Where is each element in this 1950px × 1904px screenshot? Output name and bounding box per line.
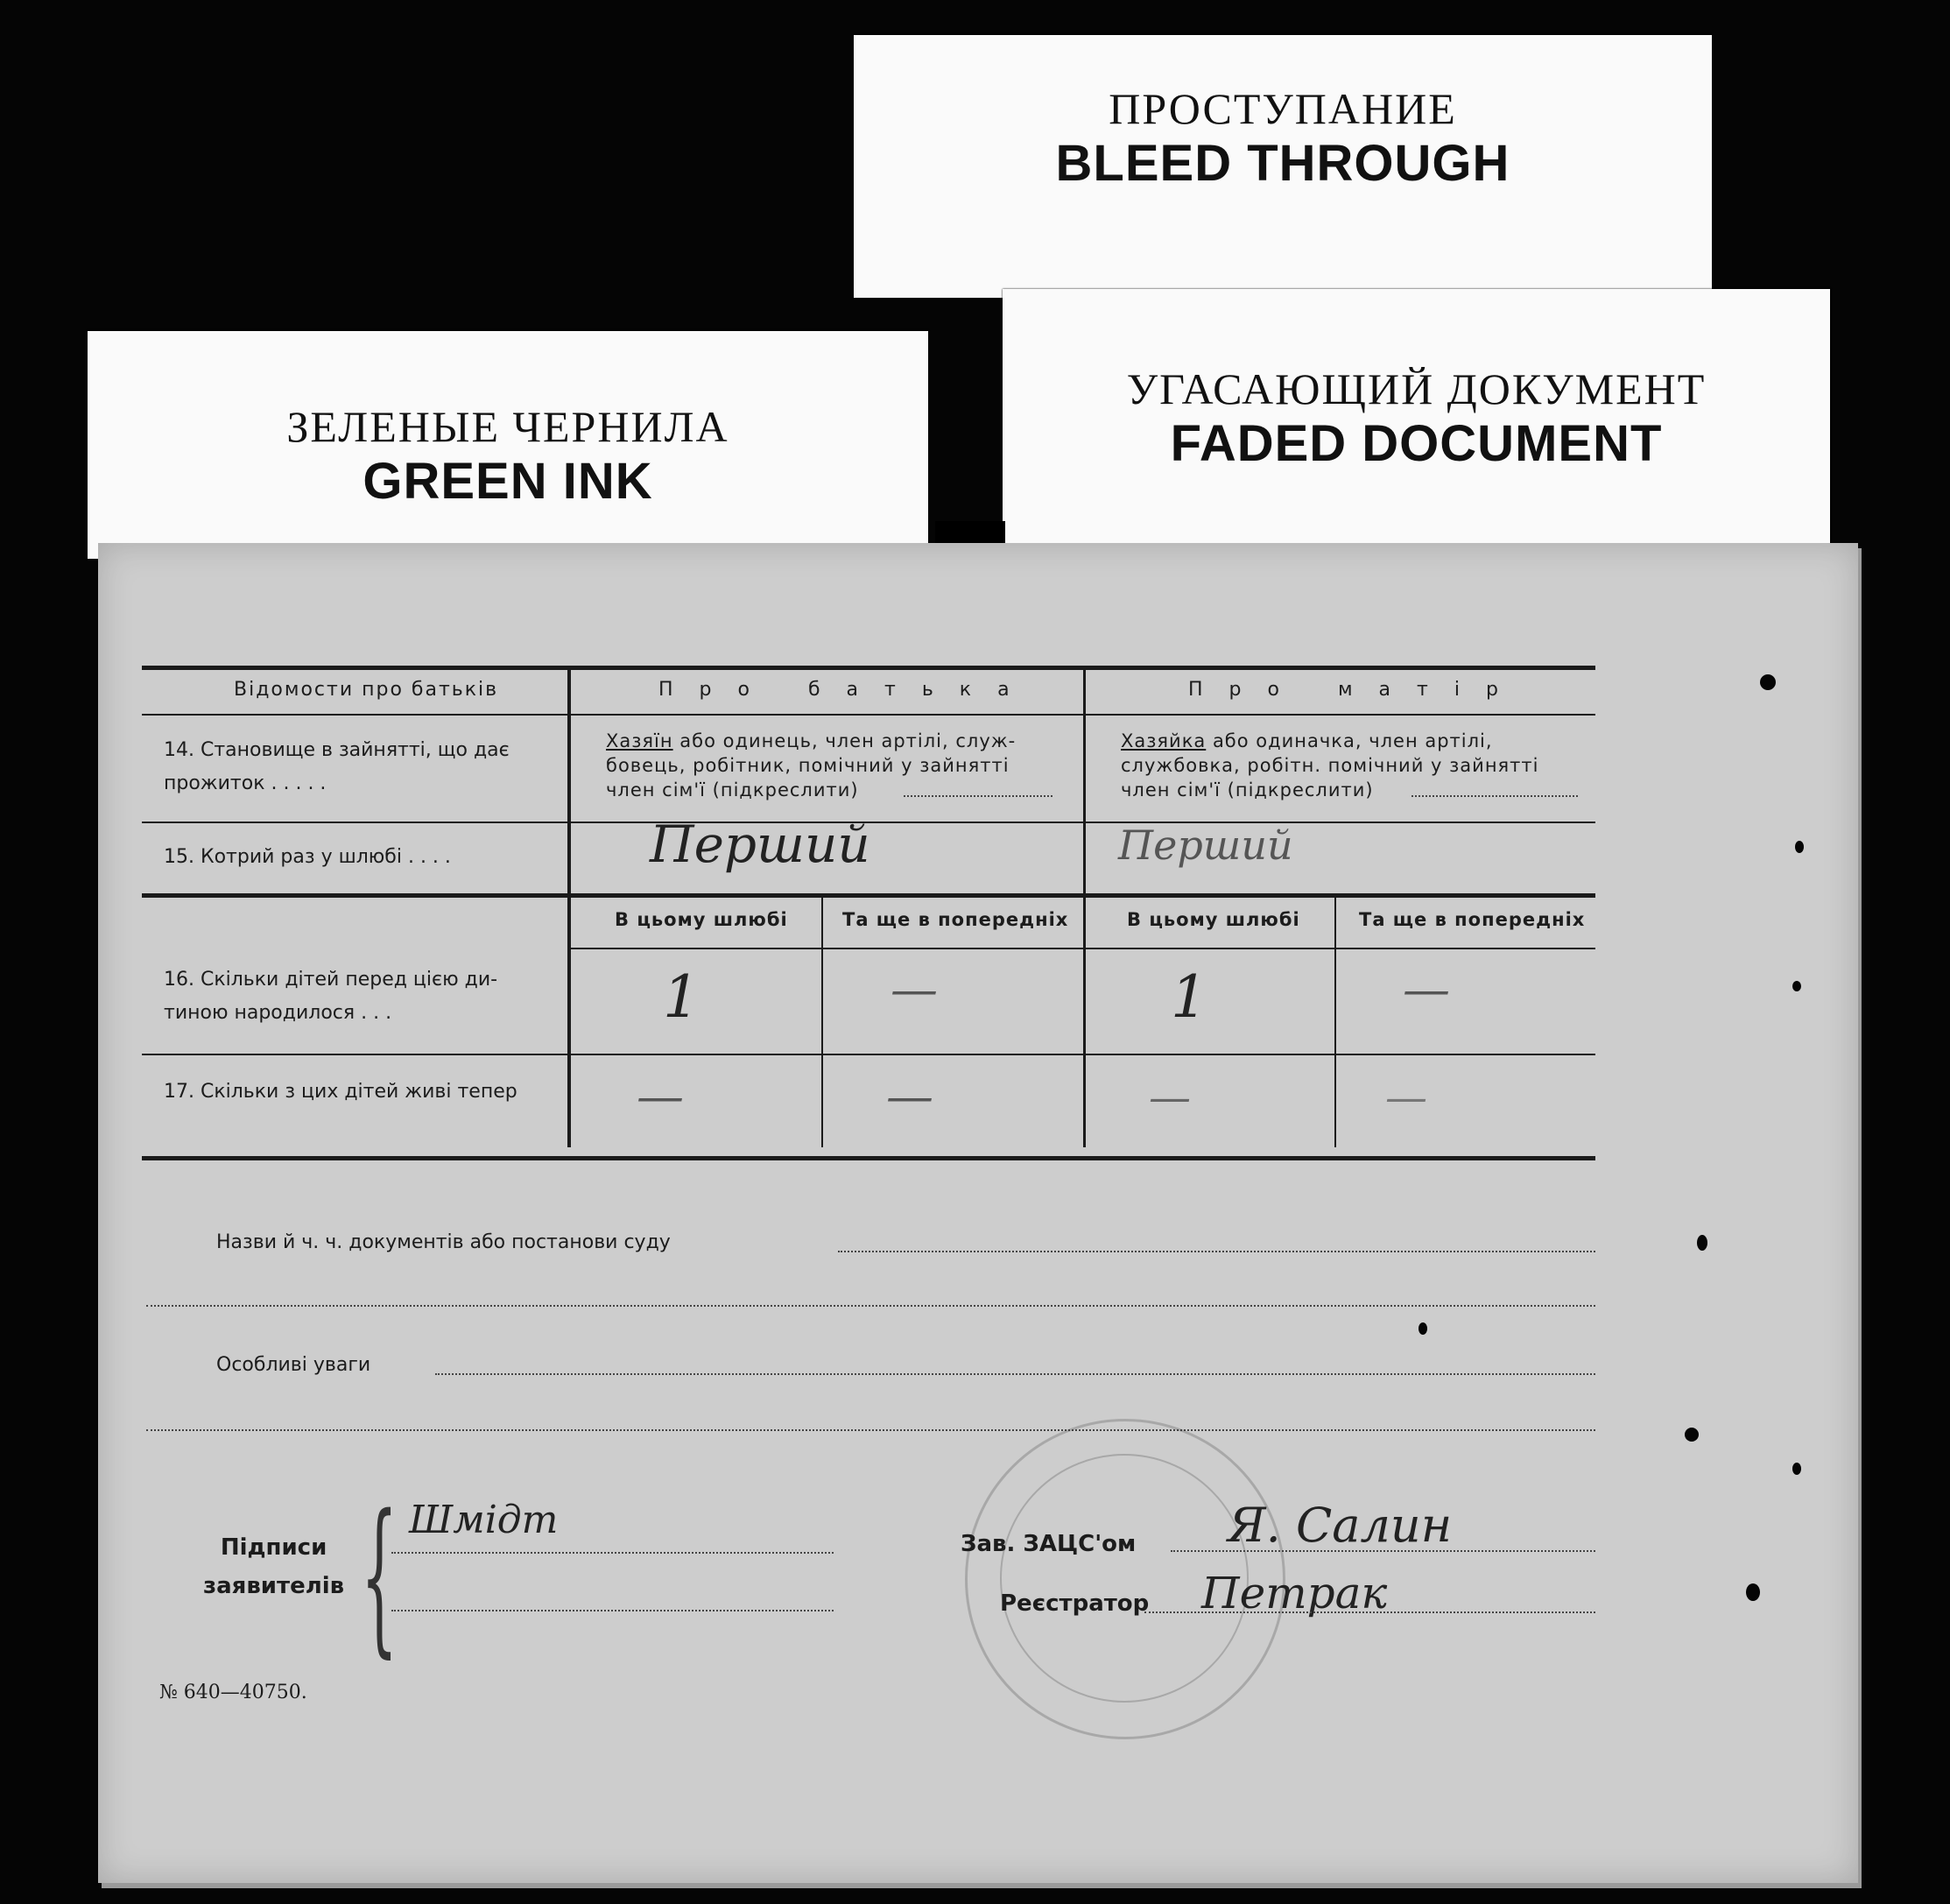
civil-registry-form bbox=[98, 543, 1858, 1883]
header-about-mother: Про матір bbox=[1188, 679, 1524, 701]
row16-label bbox=[164, 963, 562, 1030]
subhdr-father-prev: Та ще в попередніх bbox=[842, 909, 1069, 930]
row14-mother-dots bbox=[1411, 795, 1578, 797]
row15-mother-value: Перший bbox=[1118, 822, 1293, 869]
sub-divider-father bbox=[821, 898, 823, 1147]
header-rule bbox=[142, 714, 1595, 716]
row16-label-line1: 16. Скільки дітей перед цією ди- bbox=[164, 969, 498, 991]
row14-father-l3: член сім'ї (підкреслити) bbox=[606, 779, 859, 800]
signatures-label-line1: Підписи bbox=[220, 1534, 327, 1561]
row14-father-text bbox=[606, 729, 1061, 802]
binding-hole bbox=[1760, 674, 1776, 690]
table-top-rule bbox=[142, 666, 1595, 670]
row16-father-this: 1 bbox=[663, 963, 700, 1031]
head-dots bbox=[1171, 1550, 1595, 1552]
bleed-through-card bbox=[854, 35, 1712, 298]
row14-mother-l1: або одиначка, член артілі, bbox=[1206, 730, 1493, 751]
row15-label: 15. Котрий раз у шлюбі . . . . bbox=[164, 846, 451, 868]
subhdr-mother-prev: Та ще в попередніх bbox=[1359, 909, 1586, 930]
row14-father-dots bbox=[904, 795, 1052, 797]
col-divider-1 bbox=[567, 670, 571, 1147]
row17-father-this: — bbox=[637, 1068, 684, 1124]
documents-label: Назви й ч. ч. документів або постанови суду bbox=[216, 1231, 671, 1253]
binding-hole bbox=[1419, 1322, 1427, 1335]
row14-label-line2: прожиток . . . . . bbox=[164, 772, 327, 794]
header-parents-info: Відомости про батьків bbox=[234, 679, 499, 701]
row14-mother-l2: службовка, робітн. помічний у зайнятті bbox=[1121, 755, 1539, 776]
row17-mother-prev: — bbox=[1385, 1073, 1427, 1122]
signatures-brace: { bbox=[361, 1479, 398, 1673]
subhdr-father-this: В цьому шлюбі bbox=[615, 909, 788, 930]
col-divider-2 bbox=[1083, 670, 1086, 1147]
registrar-dots bbox=[1144, 1611, 1595, 1613]
row16-mother-prev: — bbox=[1403, 962, 1450, 1017]
subhdr-mother-this: В цьому шлюбі bbox=[1127, 909, 1300, 930]
sub-divider-mother bbox=[1334, 898, 1336, 1147]
row14-label-line1: 14. Становище в зайнятті, що дає bbox=[164, 739, 510, 761]
subheader-rule bbox=[571, 948, 1595, 949]
green-ink-en: GREEN INK bbox=[363, 453, 653, 510]
header-about-father: Про батька bbox=[658, 679, 1036, 701]
row16-mother-this: 1 bbox=[1171, 963, 1207, 1031]
signatures-label bbox=[203, 1528, 344, 1605]
faded-document-ru: УГАСАЮЩИЙ ДОКУМЕНТ bbox=[1126, 364, 1707, 413]
row14-mother-l3: член сім'ї (підкреслити) bbox=[1121, 779, 1374, 800]
green-ink-card bbox=[88, 331, 928, 559]
binding-hole bbox=[1746, 1583, 1760, 1601]
signatures-label-line2: заявителів bbox=[203, 1573, 345, 1599]
row15-rule bbox=[142, 893, 1595, 898]
row16-father-prev: — bbox=[891, 962, 938, 1017]
notes-dots-2 bbox=[146, 1429, 1595, 1431]
head-signature: Я. Салин bbox=[1228, 1498, 1453, 1553]
row14-mother-owner: Хазяйка bbox=[1121, 730, 1207, 751]
binding-hole bbox=[1795, 841, 1804, 853]
registrar-label: Реєстратор bbox=[1000, 1590, 1150, 1617]
row16-label-line2: тиною народилося . . . bbox=[164, 1002, 392, 1024]
row17-mother-this: — bbox=[1149, 1073, 1191, 1122]
green-ink-ru: ЗЕЛЕНЫЕ ЧЕРНИЛА bbox=[286, 402, 729, 451]
head-label: Зав. ЗАЦС'ом bbox=[961, 1531, 1137, 1557]
form-number: № 640—40750. bbox=[159, 1682, 307, 1703]
notes-label: Особливі уваги bbox=[216, 1354, 371, 1376]
row14-mother-text bbox=[1121, 729, 1585, 802]
documents-dots-1 bbox=[838, 1251, 1595, 1252]
row14-father-l1: або одинець, член артілі, служ- bbox=[672, 730, 1017, 751]
applicant-signature: Шмідт bbox=[409, 1498, 559, 1542]
row14-father-owner: Хазяїн bbox=[606, 730, 673, 751]
faded-document-card bbox=[1003, 289, 1830, 552]
bleed-through-ru: ПРОСТУПАНИЕ bbox=[1109, 84, 1457, 133]
row14-label bbox=[164, 734, 562, 800]
signature-dots-2 bbox=[391, 1610, 834, 1611]
binding-hole bbox=[1697, 1235, 1707, 1251]
binding-hole bbox=[1792, 1463, 1801, 1475]
signature-dots-1 bbox=[391, 1552, 834, 1554]
faded-document-en: FADED DOCUMENT bbox=[1170, 415, 1663, 472]
row17-label: 17. Скільки з цих дітей живі тепер bbox=[164, 1081, 517, 1103]
registrar-signature: Петрак bbox=[1201, 1568, 1388, 1618]
table-bottom-rule bbox=[142, 1156, 1595, 1160]
row15-father-value: Перший bbox=[650, 814, 870, 874]
row17-father-prev: — bbox=[886, 1068, 933, 1124]
binding-hole bbox=[1685, 1428, 1699, 1442]
row14-father-l2: бовець, робітник, помічний у зайнятті bbox=[606, 755, 1010, 776]
notes-dots-1 bbox=[435, 1373, 1595, 1375]
bleed-through-en: BLEED THROUGH bbox=[1055, 135, 1510, 192]
binding-hole bbox=[1792, 981, 1801, 991]
row16-rule bbox=[142, 1054, 1595, 1055]
documents-dots-2 bbox=[146, 1305, 1595, 1307]
